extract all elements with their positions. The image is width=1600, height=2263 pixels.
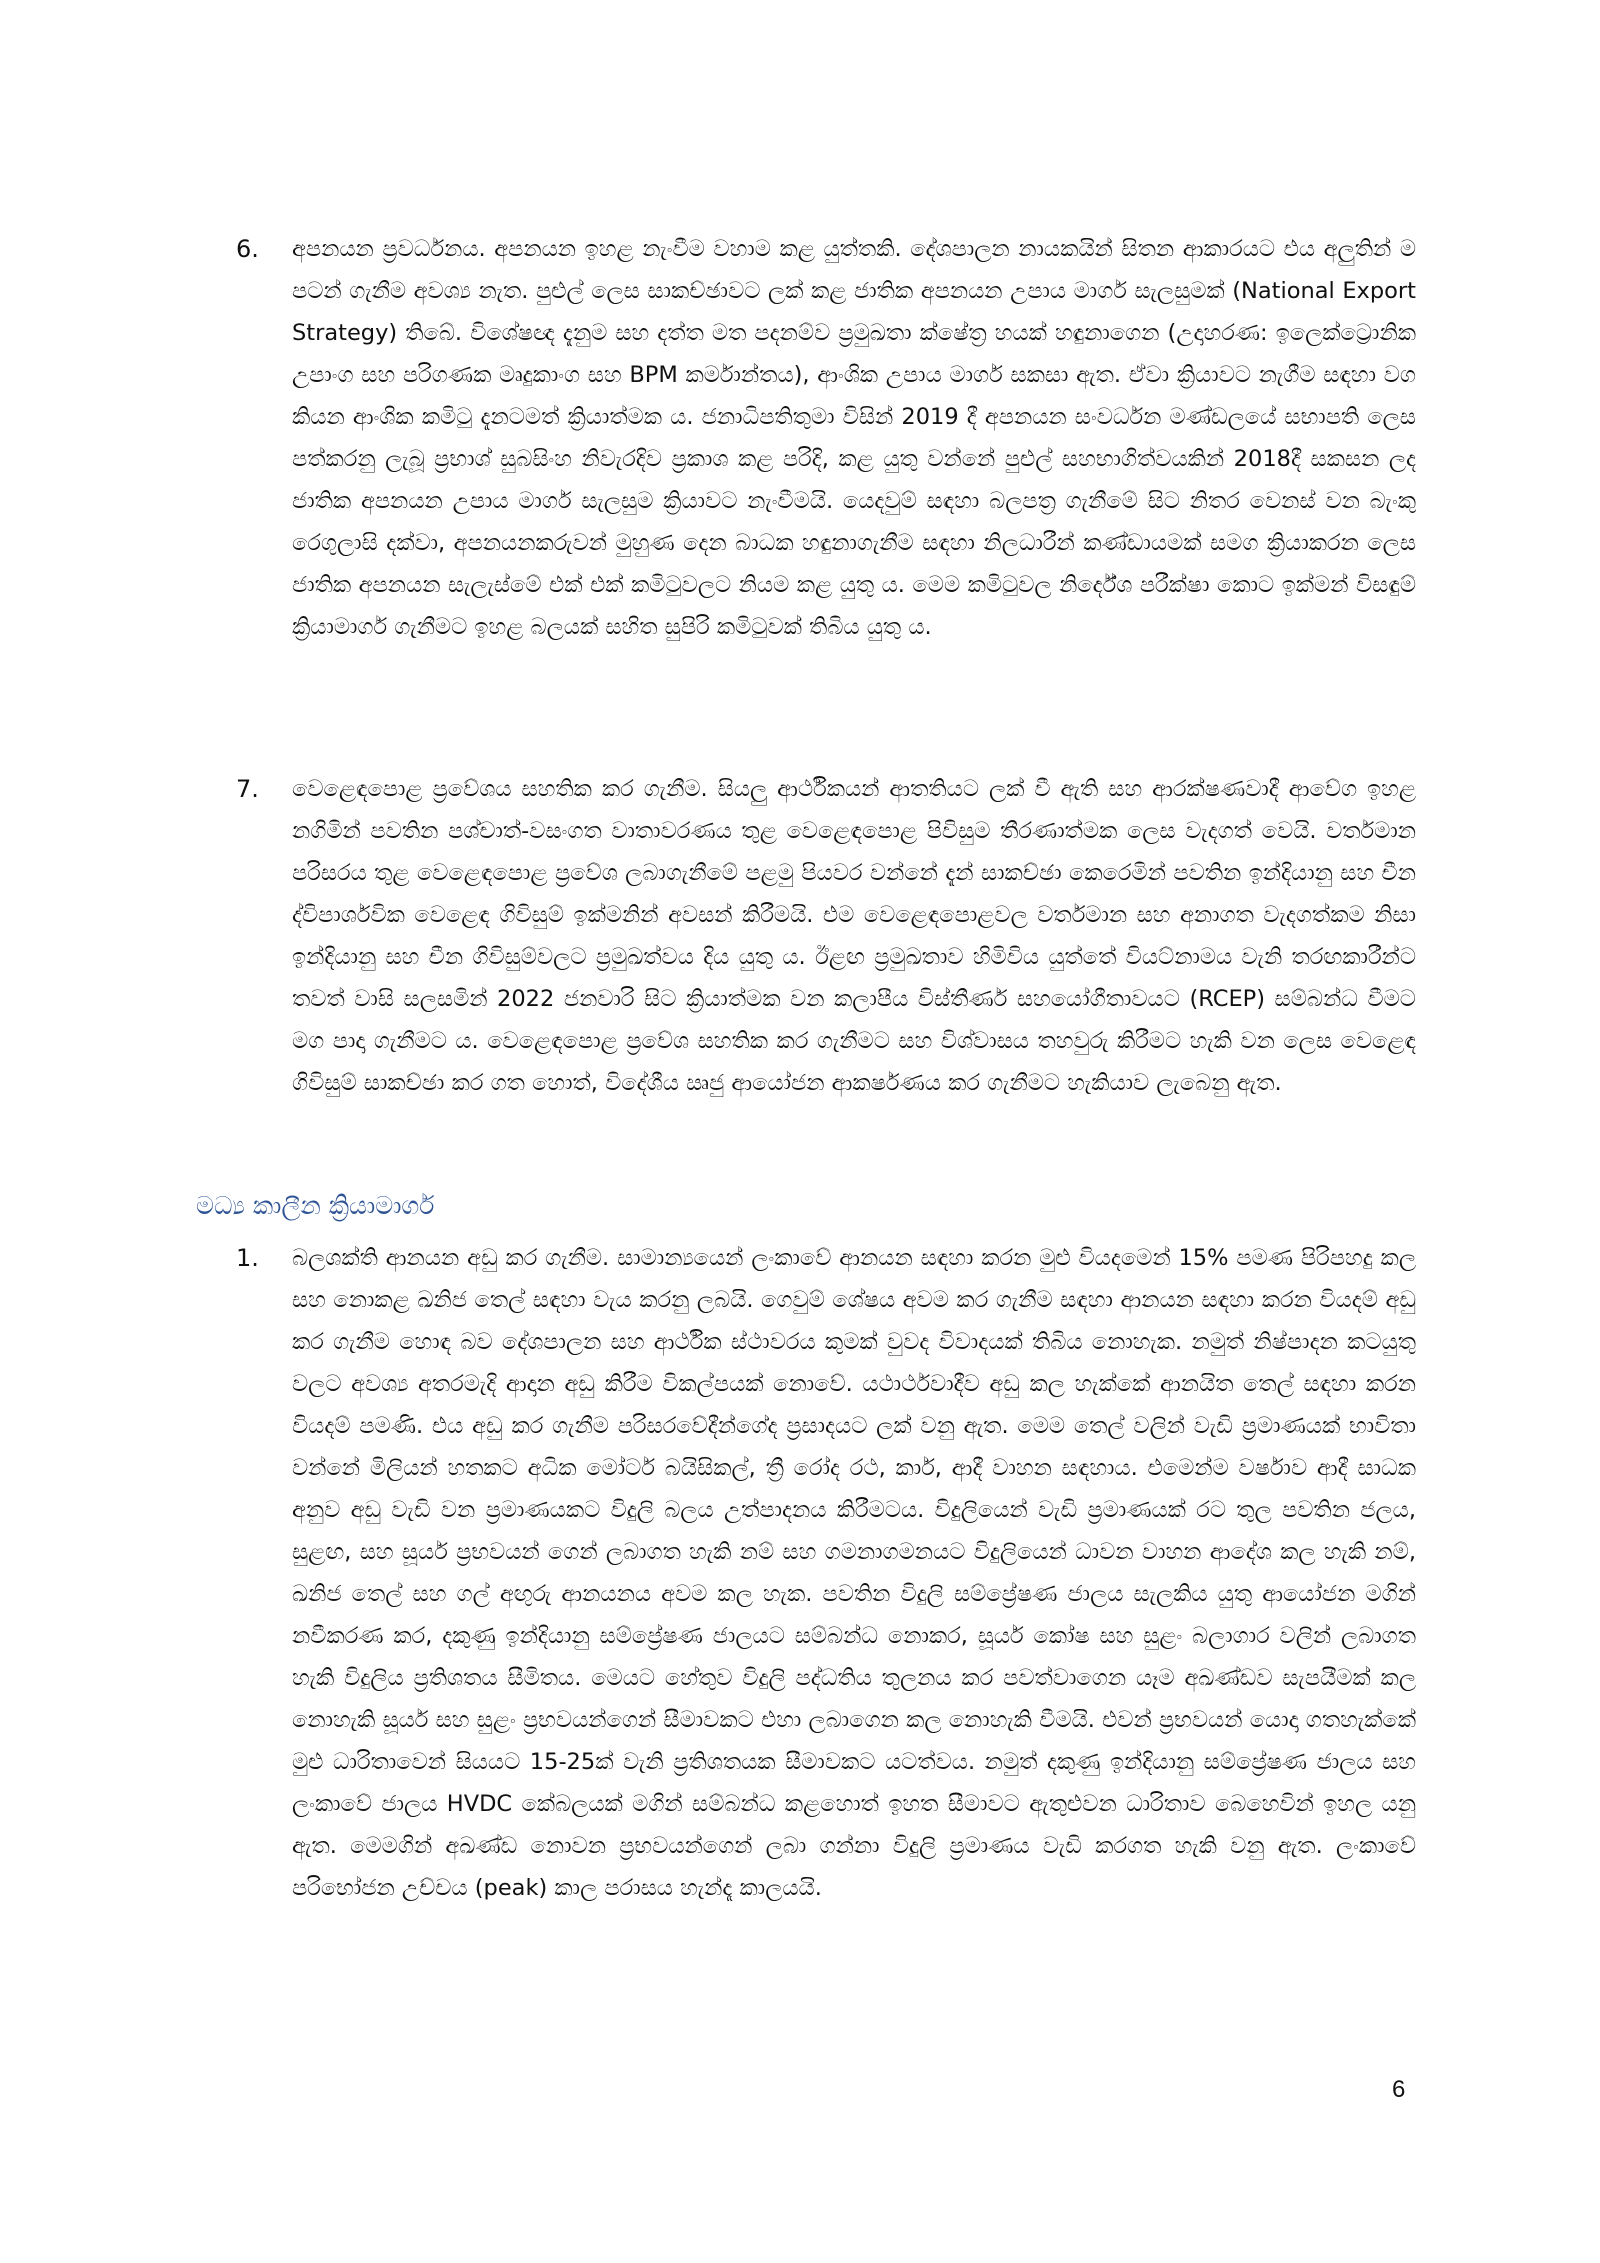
- list-item-market-access: [236, 768, 1416, 1104]
- list-item-number: 7.: [236, 775, 259, 803]
- list-item-paragraph: අපනයන ප්‍රවර්ධනය. අපනයන ඉහළ නැංවීම වහාම කළ යුත්තකි. දේශපාලන නායකයින් සිතන ආකාරයට එය අලුතින් ම පටන් ගැනීම අවශ්‍ය නැත. පුළුල් ලෙස සාකච්ඡාවට ලක් කළ ජාතික අපනයන උපාය මාර්ග සැලසුමක් (National Export Strategy) තිබේ. විශේෂඥ දැනුම සහ දත්ත මත පදනම්ව ප්‍රමුඛතා ක්ෂේත්‍ර හයක් හඳුනාගෙන (උදාහරණ: ඉලෙක්ට්‍රොනික උපාංග සහ පරිගණක මෘදුකාංග සහ BPM කර්මාන්තය), ආංශික උපාය මාර්ග සකසා ඇත. ඒවා ක්‍රියාවට නැගීම සඳහා වග කියන ආංශික කමිටු දැනටමත් ක්‍රියාත්මක ය. ජනාධිපතිතුමා විසින් 2019 දී අපනයන සංවර්ධන මණ්ඩලයේ සභාපති ලෙස පත්කරනු ලැබූ ප්‍රභාශ් සුබසිංහ නිවැරදිව ප්‍රකාශ කළ පරිදි, කළ යුතු වන්නේ පුළුල් සහභාගිත්වයකින් 2018දී සකසන ලද ජාතික අපනයන උපාය මාර්ග සැලසුම ක්‍රියාවට නැංවීමයි. යෙදවුම් සඳහා බලපත්‍ර ගැනීමේ සිට නිතර වෙනස් වන බැංකු රෙගුලාසි දක්වා, අපනයනකරුවන් මුහුණ දෙන බාධක හඳුනාගැනීම සඳහා නිලධාරීන් කණ්ඩායමක් සමග ක්‍රියාකරන ලෙස ජාතික අපනයන සැලැස්මේ එක් එක් කමිටුවලට නියම කළ යුතු ය. මෙම කමිටුවල නිර්දේශ පරීක්ෂා කොට ඉක්මන් විසඳුම් ක්‍රියාමාර්ග ගැනීමට ඉහළ බලයක් සහිත සුපිරි කමිටුවක් තිබිය යුතු ය.: [292, 236, 1416, 640]
- list-item-energy-imports: [236, 1237, 1416, 1909]
- list-item-paragraph: බලශක්ති ආනයන අඩු කර ගැනීම. සාමාන්‍යයෙන් ලංකාවේ ආනයන සඳහා කරන මුළු වියදමෙන් 15% පමණ පිරිපහදු කල සහ නොකළ ඛනිජ තෙල් සඳහා වැය කරනු ලබයි. ගෙවුම් ශේෂය අවම කර ගැනීම සඳහා ආනයන සඳහා කරන වියදම් අඩු කර ගැනීම හොඳ බව දේශපාලන සහ ආර්ථික ස්ථාවරය කුමක් වුවද විවාදයක් තිබිය නොහැක. නමුත් නිෂ්පාදන කටයුතු වලට අවශ්‍ය අතරමැදි ආදාන අඩු කිරීම විකල්පයක් නොවේ. යථාර්ථවාදීව අඩු කල හැක්කේ ආනයිත තෙල් සඳහා කරන වියදම් පමණි. එය අඩු කර ගැනීම පරිසරවේදීන්ගේද ප්‍රසාදයට ලක් වනු ඇත. මෙම තෙල් වලින් වැඩි ප්‍රමාණයක් භාවිතා වන්නේ මිලියන් හතකට අධික මෝටර් බයිසිකල්, ත්‍රී රෝද රථ, කාර්, ආදී වාහන සඳහාය. එමෙන්ම වර්ෂාව ආදී සාධක අනුව අඩු වැඩි වන ප්‍රමාණයකට විදුලි බලය උත්පාදනය කිරීමටය. විදුලියෙන් වැඩි ප්‍රමාණයක් රට තුල පවතින ජලය, සුළඟ, සහ සූර්ය ප්‍රභවයන් ගෙන් ලබාගත හැකි නම් සහ ගමනාගමනයට විදුලියෙන් ධාවන වාහන ආදේශ කල හැකි නම්, ඛනිජ තෙල් සහ ගල් අඟුරු ආනයනය අවම කල හැක. පවතින විදුලි සම්ප්‍රේෂණ ජාලය සැලකිය යුතු ආයෝජන මගින් නවීකරණ කර, දකුණු ඉන්දියානු සම්ප්‍රේෂණ ජාලයට සම්බන්ධ නොකර, සූර්ය කෝෂ සහ සුළං බලාගාර වලින් ලබාගත හැකි විදුලිය ප්‍රතිශතය සීමිතය. මෙයට හේතුව විදුලි පද්ධතිය තුලනය කර පවත්වාගෙන යෑම අඛණ්ඩව සැපයීමක් කල නොහැකි සූර්ය සහ සුළං ප්‍රභවයන්ගෙන් සීමාවකට එහා ලබාගෙන කල නොහැකි වීමයි. එවන් ප්‍රභවයන් යොදා ගතහැක්කේ මුළු ධාරිතාවෙන් සියයට 15-25ක් වැනි ප්‍රතිශතයක සීමාවකට යටත්වය. නමුත් දකුණු ඉන්දියානු සම්ප්‍රේෂණ ජාලය සහ ලංකාවේ ජාලය HVDC කේබලයක් මගින් සම්බන්ධ කළහොත් ඉහත සීමාවට ඇතුළුවන ධාරිතාව බෙහෙවින් ඉහල යනු ඇත. මෙමගින් අඛණ්ඩ නොවන ප්‍රභවයන්ගෙන් ලබා ගන්නා විදුලි ප්‍රමාණය වැඩි කරගත හැකි වනු ඇත. ලංකාවේ පරිභෝජන උච්චය (peak) කාල පරාසය හැන්දෑ කාලයයි.: [292, 1245, 1416, 1901]
- list-item-paragraph: වෙළෙඳපොළ ප්‍රවේශය සහතික කර ගැනීම. සියලු ආර්ථිකයන් ආතතියට ලක් වී ඇති සහ ආරක්ෂණවාදී ආවේග ඉහළ නගිමින් පවතින පශ්චාත්-වසංගත වාතාවරණය තුළ වෙළෙඳපොළ පිවිසුම තීරණාත්මක ලෙස වැදගත් වෙයි. වර්තමාන පරිසරය තුළ වෙළෙඳපොළ ප්‍රවේශ ලබාගැනීමේ පළමු පියවර වන්නේ දැන් සාකච්ඡා කෙරෙමින් පවතින ඉන්දියානු සහ චීන ද්විපාර්ශවික වෙළෙඳ ගිවිසුම් ඉක්මනින් අවසන් කිරීමයි. එම වෙළෙඳපොළවල වර්තමාන සහ අනාගත වැදගත්කම නිසා ඉන්දියානු සහ චීන ගිවිසුම්වලට ප්‍රමුඛත්වය දිය යුතු ය. ඊළඟ ප්‍රමුඛතාව හිමිවිය යුත්තේ වියට්නාමය වැනි තරඟකාරීන්ට තවත් වාසි සලසමින් 2022 ජනවාරි සිට ක්‍රියාත්මක වන කලාපීය විස්තීර්ණ සහයෝගීතාවයට (RCEP) සම්බන්ධ වීමට මග පාදා ගැනීමට ය. වෙළෙඳපොළ ප්‍රවේශ සහතික කර ගැනීමට සහ විශ්වාසය තහවුරු කිරීමට හැකි වන ලෙස වෙළෙඳ ගිවිසුම් සාකච්ඡා කර ගත හොත්, විදේශීය ඍජු ආයෝජන ආකර්ෂණය කර ගැනීමට හැකියාව ලැබෙනු ඇත.: [292, 776, 1416, 1096]
- list-item-export-promotion: [236, 228, 1416, 648]
- list-item-number: 6.: [236, 235, 259, 263]
- page-number: 6: [1392, 2076, 1406, 2103]
- section-heading: මධ්‍ය කාලීන ක්‍රියාමාර්ග: [196, 1191, 435, 1220]
- list-item-number: 1.: [236, 1244, 259, 1272]
